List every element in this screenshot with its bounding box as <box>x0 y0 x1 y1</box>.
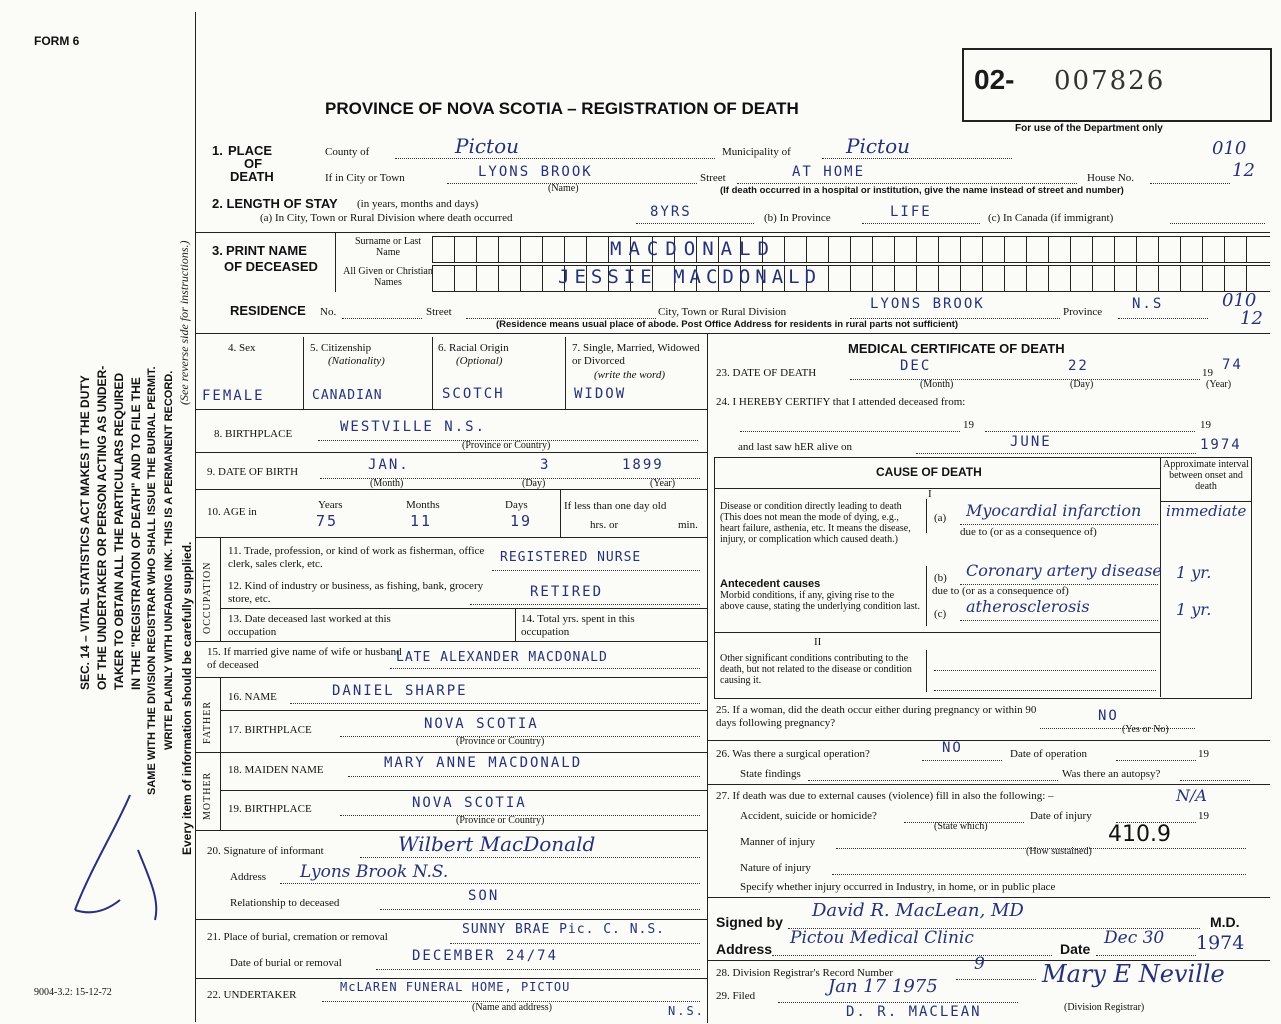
dob-month-caption: (Month) <box>370 478 404 489</box>
medical-heading: MEDICAL CERTIFICATE OF DEATH <box>848 341 1065 356</box>
antecedent-label: Antecedent causes <box>720 578 821 590</box>
stay-b-label: (b) In Province <box>764 212 831 224</box>
informant-address-label: Address <box>230 871 267 883</box>
hrs-label: hrs. or <box>590 519 619 531</box>
dod-day-caption: (Day) <box>1070 379 1094 390</box>
age-label: 10. AGE in <box>207 506 257 518</box>
section-i: I <box>928 488 932 500</box>
stay-sub: (in years, months and days) <box>357 198 479 210</box>
citizenship-value: CANADIAN <box>312 388 383 403</box>
name-label-num: 3. <box>212 243 223 258</box>
spouse-value: LATE ALEXANDER MACDONALD <box>396 650 608 665</box>
operation-date-label: Date of operation <box>1010 748 1087 760</box>
manner-label: Manner of injury <box>740 836 816 848</box>
autopsy-label: Was there an autopsy? <box>1062 768 1161 780</box>
total-years-label: 14. Total yrs. spent in this occupation <box>521 613 635 638</box>
q28-label: 28. Division Registrar's Record Number <box>716 967 894 979</box>
mother-birthplace-value: NOVA SCOTIA <box>412 795 527 811</box>
from-year-prefix: 19 <box>963 419 974 431</box>
father-birthplace-value: NOVA SCOTIA <box>424 716 539 732</box>
county-code: 010 <box>1212 138 1247 159</box>
residence-province-label: Province <box>1063 306 1103 318</box>
q28-value: 9 <box>974 954 985 974</box>
given-label: All Given or Christian Names <box>343 266 433 288</box>
birthplace-caption: (Province or Country) <box>462 440 551 451</box>
reg-number: 007826 <box>1054 66 1166 96</box>
other-conditions-label: Other significant conditions contributing to the death, but not related to the disease or condition causing it. <box>720 653 912 686</box>
state-which-caption: (State which) <box>934 821 988 832</box>
medical-date-value: Dec 30 <box>1104 928 1165 948</box>
q29-label: 29. Filed <box>716 990 756 1002</box>
city-value: LYONS BROOK <box>478 164 593 180</box>
cause-a-label: (a) <box>934 512 947 524</box>
informant-label: 20. Signature of informant <box>207 845 324 857</box>
mother-name-value: MARY ANNE MACDONALD <box>384 755 583 771</box>
residence-code-1: 010 <box>1222 290 1257 311</box>
residence-province-value: N.S <box>1132 296 1164 312</box>
last-saw-year: 1974 <box>1200 437 1242 453</box>
dob-year-caption: (Year) <box>650 478 676 489</box>
dod-year: 74 <box>1222 357 1243 373</box>
due-to-2: due to (or as a consequence of) <box>932 585 1069 597</box>
dod-year-caption: (Year) <box>1206 379 1232 390</box>
burial-date-label: Date of burial or removal <box>230 957 342 969</box>
days-label: Days <box>505 499 528 511</box>
yes-no-caption: (Yes or No) <box>1122 724 1169 735</box>
cause-b-value: Coronary artery disease <box>966 561 1162 580</box>
mother-side-label: MOTHER <box>202 771 213 820</box>
county-label: County of <box>325 146 370 158</box>
undertaker-value: McLAREN FUNERAL HOME, PICTOU <box>340 980 571 994</box>
last-saw-label: and last saw hER alive on <box>738 441 852 453</box>
stay-a-value: 8YRS <box>650 204 692 220</box>
municipality-label: Municipality of <box>722 146 791 158</box>
operation-year-prefix: 19 <box>1198 748 1209 760</box>
spouse-label: 15. If married give name of wife or husband of deceased <box>207 646 402 671</box>
undertaker-label: 22. UNDERTAKER <box>207 989 297 1001</box>
age-days: 19 <box>510 512 533 530</box>
residence-city-value: LYONS BROOK <box>870 296 985 312</box>
medical-date-label: Date <box>1060 941 1091 957</box>
marital-label: 7. Single, Married, Widowed or Divorced <box>572 342 700 367</box>
industry-label: 12. Kind of industry or business, as fishing, bank, grocery store, etc. <box>228 580 484 605</box>
mother-name-label: 18. MAIDEN NAME <box>228 764 324 776</box>
marital-value: WIDOW <box>574 386 627 402</box>
cause-a-value: Myocardial infarction <box>966 501 1142 520</box>
dob-label: 9. DATE OF BIRTH <box>207 466 299 478</box>
house-label: House No. <box>1087 172 1135 184</box>
years-label: Years <box>318 499 343 511</box>
bottom-print-name: D. R. MACLEAN <box>846 1004 982 1020</box>
filed-value: Jan 17 1975 <box>828 976 938 997</box>
surname-value: MACDONALD <box>610 238 776 260</box>
certify-label: 24. I HEREBY CERTIFY that I attended deceased from: <box>716 396 966 408</box>
dob-year: 1899 <box>622 457 664 473</box>
burial-date-value: DECEMBER 24/74 <box>412 948 559 964</box>
medical-address-value: Pictou Medical Clinic <box>790 928 974 948</box>
side-notice-4: IN THE "REGISTRATION OF DEATH" AND TO FILE THE <box>129 377 143 690</box>
residence-street-label: Street <box>426 306 452 318</box>
dod-month-caption: (Month) <box>920 379 954 390</box>
side-notice-5: SAME WITH THE DIVISION REGISTRAR WHO SHALL ISSUE THE BURIAL PERMIT. <box>146 366 158 795</box>
mother-birthplace-caption: (Province or Country) <box>456 815 545 826</box>
burial-value: SUNNY BRAE Pic. C. N.S. <box>462 922 666 937</box>
racial-label: 6. Racial Origin <box>438 342 509 354</box>
reg-prefix: 02- <box>974 64 1015 95</box>
dept-use-note: For use of the Department only <box>1015 123 1163 134</box>
city-name-caption: (Name) <box>548 183 579 194</box>
q26-label: 26. Was there a surgical operation? <box>716 748 870 760</box>
undertaker-value-2: N.S. <box>668 1004 705 1018</box>
relationship-value: SON <box>468 888 500 904</box>
father-name-value: DANIEL SHARPE <box>332 683 468 699</box>
sex-value: FEMALE <box>202 388 265 404</box>
medical-date-year: 1974 <box>1196 932 1245 954</box>
residence-no-label: No. <box>320 306 337 318</box>
cause-c-interval: 1 yr. <box>1176 600 1212 619</box>
place-label-1: PLACE <box>228 143 273 158</box>
citizenship-label: 5. Citizenship <box>310 342 372 354</box>
morbid-label: Morbid conditions, if any, giving rise to the above cause, stating the underlying condition last. <box>720 590 920 612</box>
less-than-day-label: If less than one day old <box>564 500 667 512</box>
stay-a-label: (a) In City, Town or Rural Division where death occurred <box>260 212 513 224</box>
stay-b-value: LIFE <box>890 204 932 220</box>
specify-label: Specify whether injury occurred in Industry, in home, or in public place <box>740 881 1056 893</box>
residence-note: (Residence means usual place of abode. Post Office Address for residents in rural parts not sufficient) <box>496 319 959 330</box>
side-notice-3: TAKER TO OBTAIN ALL THE PARTICULARS REQUIRED <box>112 372 126 690</box>
dob-month: JAN. <box>368 457 410 473</box>
municipality-value: Pictou <box>846 134 911 158</box>
side-notice-1: SEC. 14 – VITAL STATISTICS ACT MAKES IT THE DUTY <box>78 375 92 690</box>
name-label-1: PRINT NAME <box>226 243 307 258</box>
street-label: Street <box>700 172 726 184</box>
registrar-signature: Mary E Neville <box>1042 960 1225 988</box>
undertaker-caption: (Name and address) <box>472 1002 552 1013</box>
mother-birthplace-label: 19. BIRTHPLACE <box>228 803 312 815</box>
place-label-2: OF <box>244 156 263 171</box>
dod-label: 23. DATE OF DEATH <box>716 367 817 379</box>
county-value: Pictou <box>455 134 520 158</box>
how-sustained-caption: (How sustained) <box>1026 846 1092 857</box>
place-label-num: 1. <box>212 143 223 158</box>
father-birthplace-label: 17. BIRTHPLACE <box>228 724 312 736</box>
sex-label: 4. Sex <box>228 342 256 354</box>
injury-year-prefix: 19 <box>1198 810 1209 822</box>
citizenship-sub: (Nationality) <box>328 355 385 367</box>
trade-label: 11. Trade, profession, or kind of work as fisherman, office clerk, sales clerk, etc. <box>228 545 485 570</box>
q27-label: 27. If death was due to external causes (violence) fill in also the following: – <box>716 790 1054 802</box>
hospital-note: (If death occurred in a hospital or institution, give the name instead of street and number) <box>720 185 1124 196</box>
birthplace-value: WESTVILLE N.S. <box>340 419 487 435</box>
cause-a-interval: immediate <box>1166 502 1247 520</box>
father-side-label: FATHER <box>202 700 213 744</box>
marital-sub: (write the word) <box>594 369 666 381</box>
surname-grid <box>432 236 1270 263</box>
dob-day: 3 <box>540 457 551 473</box>
medical-address-label: Address <box>716 941 773 957</box>
dob-day-caption: (Day) <box>522 478 546 489</box>
side-notice-8: (See reverse side for instructions.) <box>177 240 191 405</box>
disease-label: Disease or condition directly leading to death (This does not mean the mode of dying, e.g., heart failure, asthenia, etc. It means the disease, injury, or complication which caused death.) <box>720 501 911 545</box>
cause-c-label: (c) <box>934 608 947 620</box>
given-value: JESSIE MACDONALD <box>558 266 822 288</box>
father-birthplace-caption: (Province or Country) <box>456 736 545 747</box>
registrar-caption: (Division Registrar) <box>1064 1002 1145 1013</box>
name-label-2: OF DECEASED <box>224 259 318 274</box>
icd-code: 410.9 <box>1108 822 1171 847</box>
place-label-3: DEATH <box>230 169 274 184</box>
q25-value: NO <box>1098 708 1119 724</box>
findings-label: State findings <box>740 768 801 780</box>
street-value: AT HOME <box>792 164 866 180</box>
section-ii: II <box>814 636 822 648</box>
occupation-side-label: OCCUPATION <box>202 561 213 634</box>
residence-code-2: 12 <box>1240 308 1263 329</box>
side-notice-6: WRITE PLAINLY WITH UNFADING INK. THIS IS A PERMANENT RECORD. <box>163 370 175 750</box>
house-code: 12 <box>1232 160 1255 181</box>
surname-label: Surname or Last Name <box>354 236 422 258</box>
father-name-label: 16. NAME <box>228 691 277 703</box>
dod-day: 22 <box>1068 358 1089 374</box>
q25-label: 25. If a woman, did the death occur either during pregnancy or within 90 days following pregnancy? <box>716 704 1037 729</box>
md-label: M.D. <box>1210 914 1240 930</box>
signed-label: Signed by <box>716 914 783 930</box>
q26-value: NO <box>942 740 963 756</box>
accident-label: Accident, suicide or homicide? <box>740 810 877 822</box>
margin-signature-mark <box>60 790 170 930</box>
birthplace-label: 8. BIRTHPLACE <box>214 428 293 440</box>
informant-value: Wilbert MacDonald <box>398 832 596 856</box>
burial-label: 21. Place of burial, cremation or removal <box>207 931 388 943</box>
age-months: 11 <box>410 512 433 530</box>
cause-b-label: (b) <box>934 572 947 584</box>
dod-year-prefix: 19 <box>1202 367 1213 379</box>
q27-value: N/A <box>1176 786 1207 805</box>
racial-value: SCOTCH <box>442 386 505 402</box>
months-label: Months <box>406 499 440 511</box>
side-notice-7: Every item of information should be carefully supplied. <box>180 541 194 855</box>
interval-heading: Approximate interval between onset and death <box>1163 459 1249 492</box>
trade-value: REGISTERED NURSE <box>500 550 642 565</box>
age-years: 75 <box>316 512 339 530</box>
form-label: FORM 6 <box>34 34 80 48</box>
residence-city-label: City, Town or Rural Division <box>658 306 787 318</box>
signed-value: David R. MacLean, MD <box>812 900 1024 921</box>
cause-b-interval: 1 yr. <box>1176 563 1212 582</box>
cause-c-value: atherosclerosis <box>966 597 1090 616</box>
due-to-1: due to (or as a consequence of) <box>960 526 1097 538</box>
residence-label: RESIDENCE <box>230 303 306 318</box>
informant-address-value: Lyons Brook N.S. <box>300 862 449 882</box>
dod-month: DEC <box>900 358 932 374</box>
stay-label: 2. LENGTH OF STAY <box>212 196 338 211</box>
racial-sub: (Optional) <box>456 355 503 367</box>
form-code: 9004-3.2: 15-12-72 <box>34 987 112 998</box>
stay-c-label: (c) In Canada (if immigrant) <box>988 212 1114 224</box>
side-notice-2: OF THE UNDERTAKER OR PERSON ACTING AS UNDER- <box>95 365 109 690</box>
city-label: If in City or Town <box>325 172 405 184</box>
cause-heading: CAUSE OF DEATH <box>876 465 982 479</box>
to-year-prefix: 19 <box>1200 419 1211 431</box>
registration-number-box <box>962 48 1272 122</box>
injury-date-label: Date of injury <box>1030 810 1092 822</box>
last-saw-value: JUNE <box>1010 434 1052 450</box>
relationship-label: Relationship to deceased <box>230 897 340 909</box>
last-worked-label: 13. Date deceased last worked at this occupation <box>228 613 391 638</box>
nature-label: Nature of injury <box>740 862 811 874</box>
industry-value: RETIRED <box>530 584 604 600</box>
form-title: PROVINCE OF NOVA SCOTIA – REGISTRATION OF DEATH <box>325 99 799 118</box>
min-label: min. <box>678 519 698 531</box>
